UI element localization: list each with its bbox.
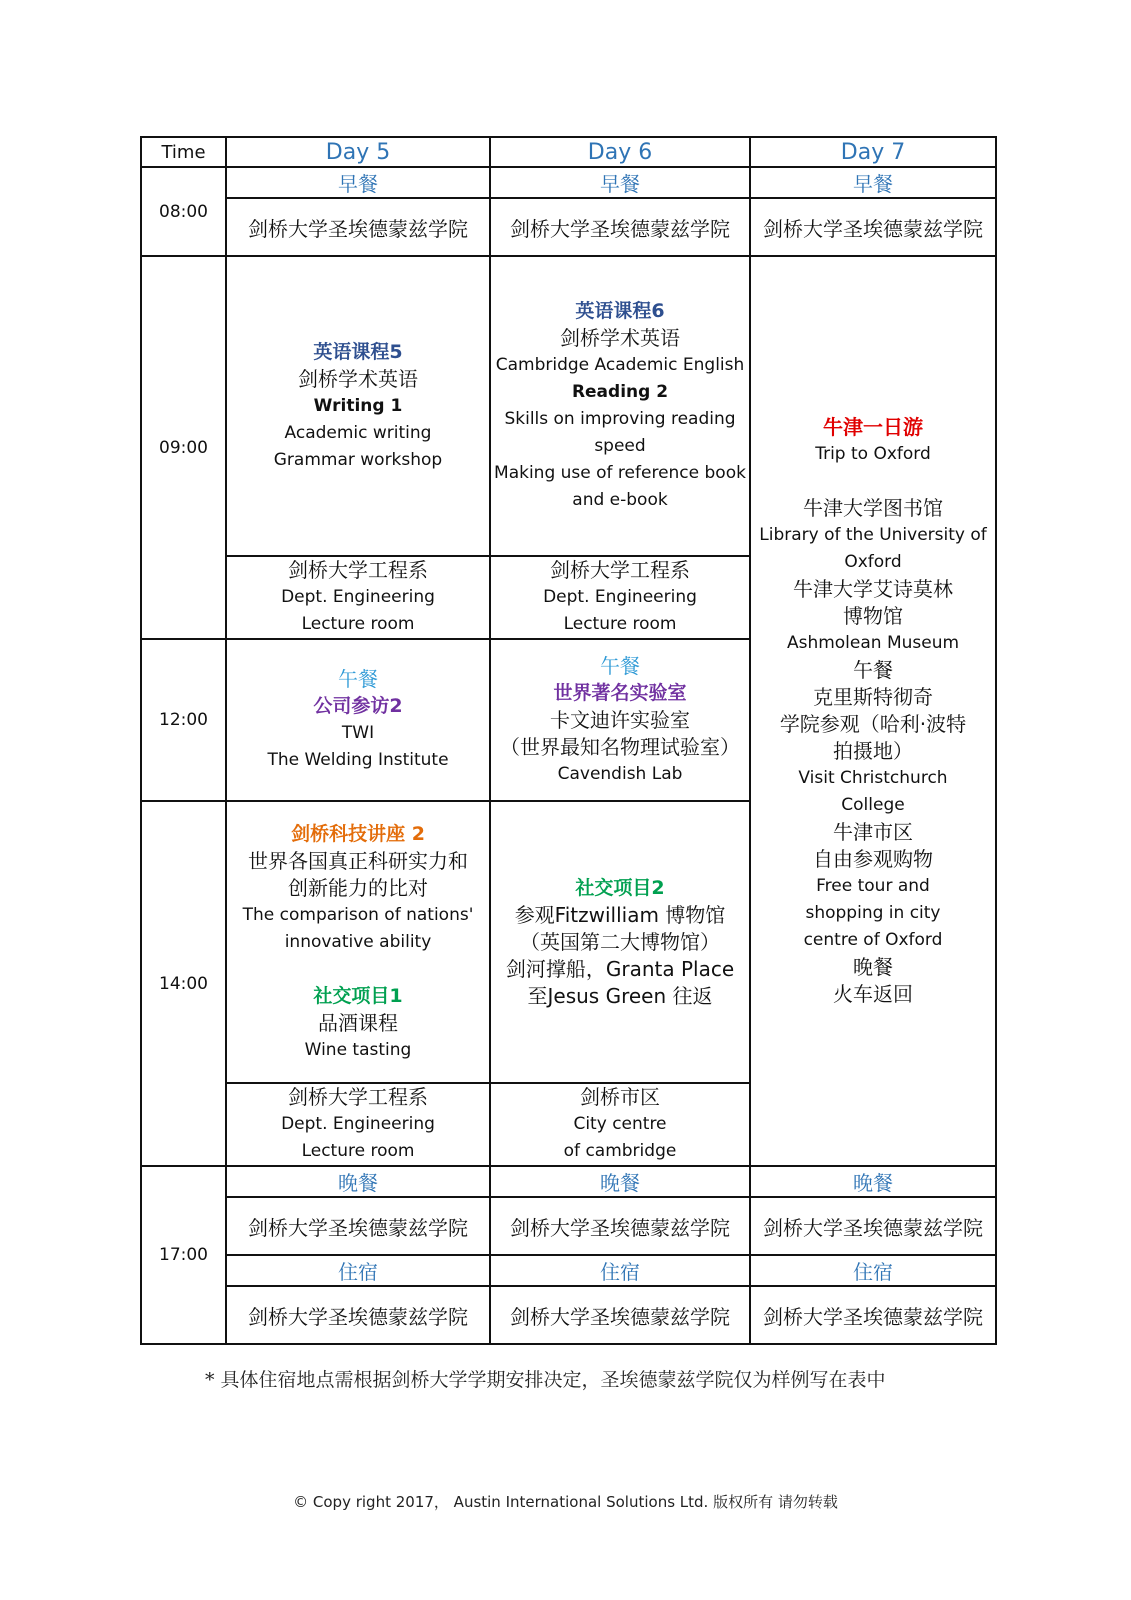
breakfast-label-day6: 早餐 [490,167,750,198]
breakfast-label-day5: 早餐 [226,167,490,198]
dinner-venue-day5: 剑桥大学圣埃德蒙兹学院 [226,1197,490,1255]
day6-noon [490,639,750,801]
day5-lecture-cn-2: 创新能力的比对 [288,875,428,900]
day7-college-cn-2: 学院参观（哈利·波特 [779,712,967,736]
dinner-label-day5: 晚餐 [226,1166,490,1197]
day6-course-topic-2b: and e-book [572,490,668,510]
day5-course-subtitle: 剑桥学术英语 [298,366,418,391]
day7-trip-english: Trip to Oxford [815,444,931,464]
day5-social-cn: 品酒课程 [318,1010,398,1035]
day6-afternoon-loc-en-2: of cambridge [563,1141,677,1161]
day5-morning-location [226,556,490,639]
day5-lecture-title: 剑桥科技讲座 2 [291,822,425,845]
time-1400: 14:00 [141,801,226,1166]
day7-city-en-1: Free tour and [816,876,930,896]
day7-city-cn-2: 自由参观购物 [813,847,933,871]
day5-company-visit: 公司参访2 [313,695,403,717]
spacer [230,956,486,983]
dinner-venue-day7: 剑桥大学圣埃德蒙兹学院 [750,1197,996,1255]
morning-row [141,256,996,556]
day7-city-en-3: centre of Oxford [803,930,943,950]
day5-morning-loc-cn: 剑桥大学工程系 [288,558,428,582]
lodging-venue-day6: 剑桥大学圣埃德蒙兹学院 [490,1286,750,1344]
day5-lecture-cn-1: 世界各国真正科研实力和 [248,848,468,873]
day6-social-title: 社交项目2 [575,876,665,899]
dinner-label-row [141,1166,996,1197]
breakfast-venue-row [141,198,996,256]
day6-morning-course [490,256,750,556]
day6-social-line-4: 至Jesus Green 往返 [527,983,713,1008]
header-day-7: Day 7 [750,137,996,167]
day5-afternoon-loc-en-2: Lecture room [301,1141,415,1161]
day5-lunch: 午餐 [338,667,378,691]
day7-college-cn-1: 克里斯特彻奇 [813,685,933,709]
day5-morning-course [226,256,490,556]
day5-morning-loc-en-1: Dept. Engineering [281,587,435,607]
lodging-venue-day7: 剑桥大学圣埃德蒙兹学院 [750,1286,996,1344]
lodging-label-row [141,1255,996,1286]
day6-course-topic-2a: Making use of reference book [494,463,746,483]
day7-museum-en: Ashmolean Museum [786,633,960,653]
day5-company-abbr: TWI [341,723,375,743]
day7-museum-cn-1: 牛津大学艾诗莫林 [793,577,953,601]
header-day-5: Day 5 [226,137,490,167]
header-day-6: Day 6 [490,137,750,167]
breakfast-venue-day5: 剑桥大学圣埃德蒙兹学院 [226,198,490,256]
day5-social-title: 社交项目1 [313,984,403,1007]
day6-course-topic-1a: Skills on improving reading [504,409,736,429]
time-1700: 17:00 [141,1166,226,1344]
day7-library-en-1: Library of the University of [759,525,987,545]
lodging-venue-day5: 剑桥大学圣埃德蒙兹学院 [226,1286,490,1344]
day6-lunch: 午餐 [600,653,640,678]
breakfast-venue-day6: 剑桥大学圣埃德蒙兹学院 [490,198,750,256]
day6-morning-loc-en-1: Dept. Engineering [543,587,697,607]
day5-lecture-en-1: The comparison of nations' [242,904,474,925]
day7-museum-cn-2: 博物馆 [843,604,903,628]
spacer [754,468,992,495]
day6-course-english: Cambridge Academic English [495,355,745,375]
day6-social-line-3: 剑河撑船，Granta Place [505,956,735,981]
lodging-label-day6: 住宿 [490,1255,750,1286]
day6-social-line-1: 参观Fitzwilliam 博物馆 [514,902,726,927]
day6-afternoon-loc-en-1: City centre [573,1114,667,1134]
day5-social-en: Wine tasting [304,1039,412,1060]
day5-course-title: 英语课程5 [313,340,403,363]
dinner-label-day6: 晚餐 [490,1166,750,1197]
day7-college-cn-3: 拍摄地） [833,739,913,763]
day7-library-en-2: Oxford [844,552,902,572]
day5-afternoon-loc-en-1: Dept. Engineering [281,1114,435,1134]
day5-afternoon-location [226,1083,490,1166]
day6-course-topic-1b: speed [594,436,646,456]
day5-course-topic-2: Grammar workshop [273,449,443,470]
breakfast-label-row [141,167,996,198]
day7-oxford-trip [750,256,996,1166]
day6-course-title: 英语课程6 [575,300,665,322]
day7-college-en-2: College [841,795,905,815]
dinner-venue-row [141,1197,996,1255]
day6-lab-name: 卡文迪许实验室 [550,707,690,732]
lodging-venue-row [141,1286,996,1344]
schedule-table [140,136,997,1345]
day5-noon [226,639,490,801]
day6-afternoon [490,801,750,1083]
day6-social-line-2: （英国第二大博物馆） [520,929,720,954]
day6-course-subtitle: 剑桥学术英语 [560,326,680,350]
header-time: Time [141,137,226,167]
footnote: * 具体住宿地点需根据剑桥大学学期安排决定，圣埃德蒙兹学院仅为样例写在表中 [205,1369,886,1391]
lodging-label-day5: 住宿 [226,1255,490,1286]
day7-city-en-2: shopping in city [805,903,941,923]
time-1200: 12:00 [141,639,226,801]
day7-lunch: 午餐 [853,658,893,682]
header-row [141,137,996,167]
day6-afternoon-location [490,1083,750,1166]
day5-company-name: The Welding Institute [267,750,449,770]
day6-morning-loc-cn: 剑桥大学工程系 [550,558,690,582]
day6-afternoon-loc-cn: 剑桥市区 [580,1085,660,1109]
day5-afternoon [226,801,490,1083]
breakfast-label-day7: 早餐 [750,167,996,198]
day6-morning-location [490,556,750,639]
dinner-venue-day6: 剑桥大学圣埃德蒙兹学院 [490,1197,750,1255]
breakfast-venue-day7: 剑桥大学圣埃德蒙兹学院 [750,198,996,256]
day6-course-module: Reading 2 [571,382,669,402]
dinner-label-day7: 晚餐 [750,1166,996,1197]
day6-lab-english: Cavendish Lab [557,763,683,784]
day7-library-cn: 牛津大学图书馆 [803,496,943,520]
day6-lab-title: 世界著名实验室 [553,681,687,704]
day5-course-module: Writing 1 [313,395,403,416]
day5-afternoon-loc-cn: 剑桥大学工程系 [288,1085,428,1109]
day6-morning-loc-en-2: Lecture room [563,614,677,634]
lodging-label-day7: 住宿 [750,1255,996,1286]
day7-college-en-1: Visit Christchurch [798,768,948,788]
day5-course-topic-1: Academic writing [284,422,432,443]
day7-city-cn-1: 牛津市区 [833,820,913,844]
time-0900: 09:00 [141,256,226,639]
day7-train-return: 火车返回 [833,982,913,1006]
time-0800: 08:00 [141,167,226,256]
day7-dinner: 晚餐 [853,955,893,979]
day6-lab-desc: （世界最知名物理试验室） [500,734,740,759]
day5-morning-loc-en-2: Lecture room [301,614,415,634]
day5-lecture-en-2: innovative ability [284,931,432,952]
copyright: © Copy right 2017， Austin International Solutions Ltd. 版权所有 请勿转载 [293,1493,838,1511]
day7-trip-title: 牛津一日游 [823,415,923,439]
